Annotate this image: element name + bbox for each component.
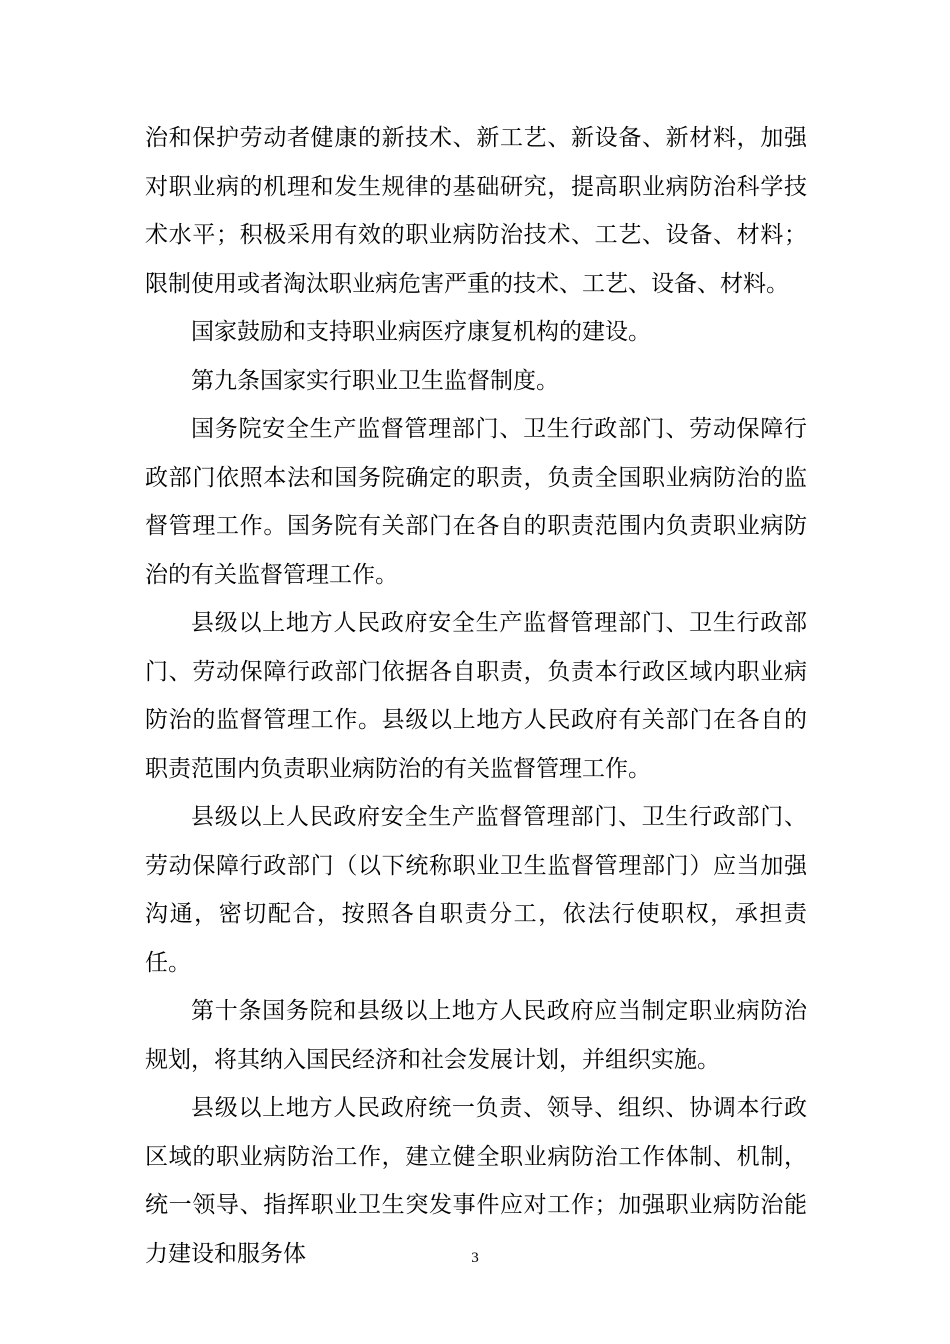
paragraph-3: 第九条国家实行职业卫生监督制度。 — [191, 367, 559, 394]
paragraph-4: 国务院安全生产监督管理部门、卫生行政部门、劳动保障行政部门依照本法和国务院确定的职责，负责全国职业病防治的监督管理工作。国务院有关部门在各自的职责范围内负责职业病防治的有关监督管理工作。 — [145, 416, 807, 588]
page-number: 3 — [471, 1250, 479, 1266]
document-body — [145, 114, 807, 1278]
paragraph-6: 县级以上人民政府安全生产监督管理部门、卫生行政部门、劳动保障行政部门（以下统称职业卫生监督管理部门）应当加强沟通，密切配合，按照各自职责分工，依法行使职权，承担责任。 — [145, 804, 807, 976]
paragraph-2: 国家鼓励和支持职业病医疗康复机构的建设。 — [191, 319, 651, 345]
paragraph-1: 治和保护劳动者健康的新技术、新工艺、新设备、新材料，加强对职业病的机理和发生规律的基础研究，提高职业病防治科学技术水平；积极采用有效的职业病防治技术、工艺、设备、材料；限制使用或者淘汰职业病危害严重的技术、工艺、设备、材料。 — [145, 125, 807, 297]
paragraph-5: 县级以上地方人民政府安全生产监督管理部门、卫生行政部门、劳动保障行政部门依据各自职责，负责本行政区域内职业病防治的监督管理工作。县级以上地方人民政府有关部门在各自的职责范围内负责职业病防治的有关监督管理工作。 — [145, 610, 807, 782]
paragraph-7: 第十条国务院和县级以上地方人民政府应当制定职业病防治规划，将其纳入国民经济和社会发展计划，并组织实施。 — [145, 998, 807, 1073]
paragraph-8: 县级以上地方人民政府统一负责、领导、组织、协调本行政区域的职业病防治工作，建立健全职业病防治工作体制、机制，统一领导、指挥职业卫生突发事件应对工作；加强职业病防治能力建设和服务体 — [145, 1095, 807, 1267]
